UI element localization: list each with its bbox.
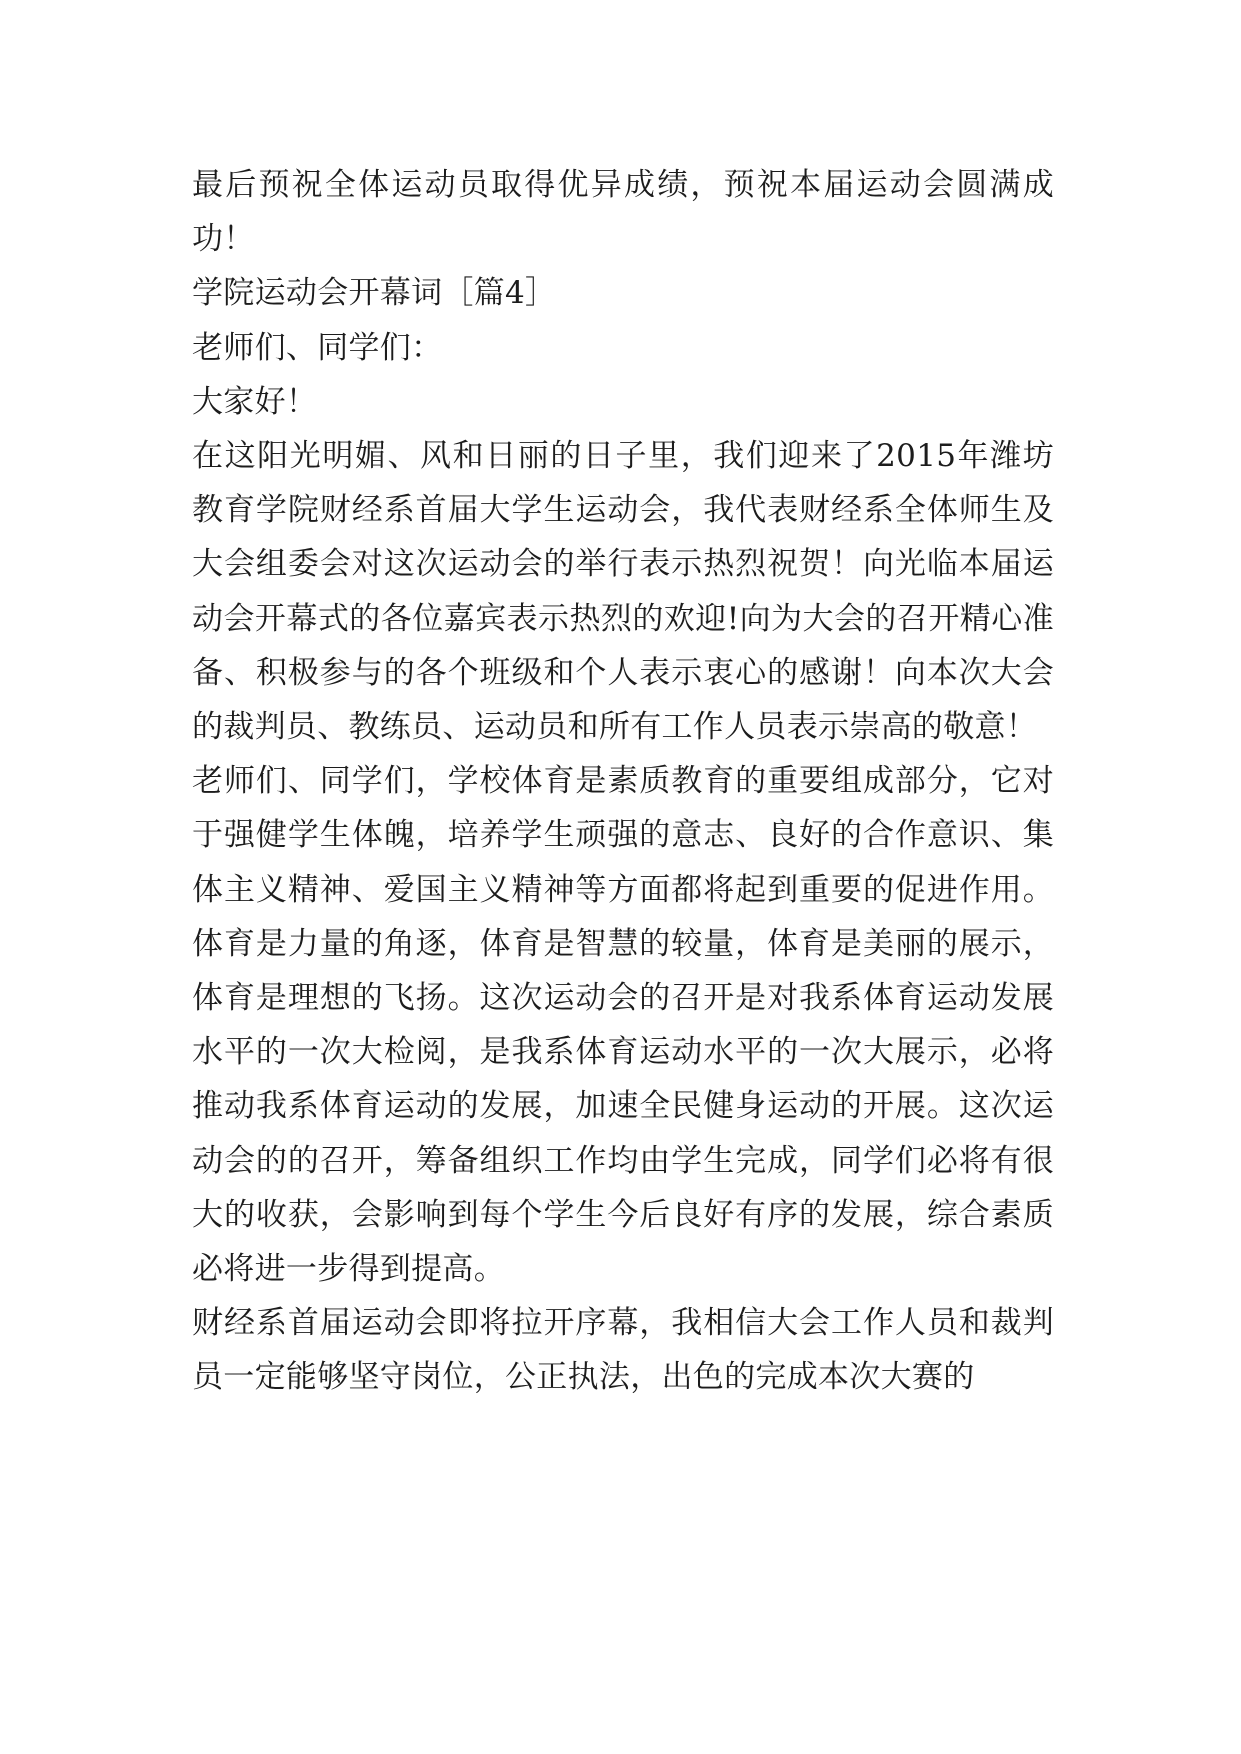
greeting: 大家好！ — [192, 383, 318, 420]
paragraph-games-start: 财经系首届运动会即将拉开序幕，我相信大会工作人员和裁判员一定能够坚守岗位，公正执法，出色的完成本次大赛的 — [192, 1305, 1054, 1396]
paragraph-sports-education: 老师们、同学们，学校体育是素质教育的重要组成部分，它对于强健学生体魄，培养学生顽强的意志、良好的合作意识、集体主义精神、爱国主义精神等方面都将起到重要的促进作用。体育是力量的角逐，体育是智慧的较量，体育是美丽的展示，体育是理想的飞扬。这次运动会的召开是对我系体育运动发展水平的一次大检阅，是我系体育运动水平的一次大展示，必将推动我系体育运动的发展，加速全民健身运动的开展。这次运动会的的召开，筹备组织工作均由学生完成，同学们必将有很大的收获，会影响到每个学生今后良好有序的发展，综合素质必将进一步得到提高。 — [192, 763, 1054, 1288]
paragraph-closing-wish: 最后预祝全体运动员取得优异成绩，预祝本届运动会圆满成功！ — [192, 167, 1054, 258]
paragraph-opening: 在这阳光明媚、风和日丽的日子里，我们迎来了2015年潍坊教育学院财经系首届大学生运动会，我代表财经系全体师生及大会组委会对这次运动会的举行表示热烈祝贺！向光临本届运动会开幕式的各位嘉宾表示热烈的欢迎!向为大会的召开精心准备、积极参与的各个班级和个人表示衷心的感谢！向本次大会的裁判员、教练员、运动员和所有工作人员表示崇高的敬意！ — [192, 438, 1054, 746]
section-heading: 学院运动会开幕词［篇4］ — [192, 275, 557, 312]
salutation: 老师们、同学们： — [192, 329, 443, 366]
document-body — [192, 158, 1054, 1405]
